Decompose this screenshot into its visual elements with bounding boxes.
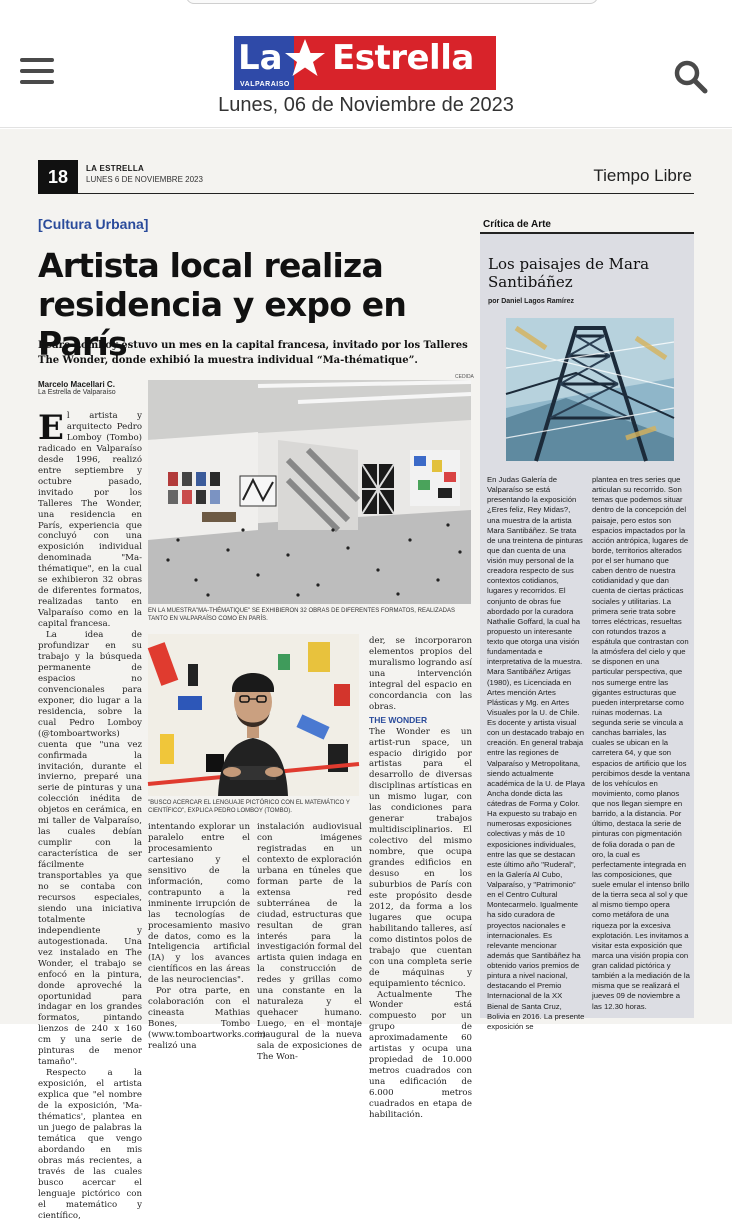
article-column-2 (148, 822, 266, 1052)
folio-paper-name: LA ESTRELLA (86, 164, 145, 173)
byline-name: Marcelo Macellari C. (38, 380, 115, 389)
article-paragraph: Actualmente The Wonder está compuesto por un grupo de aproximadamente 60 artistas y ocupa una propiedad de 10.000 metros cuadrados con una edificación de 6.000 metros cuadrados en etapa de habilitación. (369, 989, 472, 1120)
review-kicker: Crítica de Arte (483, 219, 551, 230)
logo-city: VALPARAISO (240, 81, 290, 88)
artist-portrait-photo (148, 634, 359, 796)
logo-text-estrella: Estrella (332, 38, 474, 78)
review-title: Los paisajes de Mara Santibáñez (488, 255, 650, 291)
article-column-4 (369, 636, 472, 1120)
art-review-sidebar (480, 219, 694, 1031)
page-number: 18 (38, 160, 78, 194)
star-icon (282, 36, 328, 80)
article-paragraph: instalación audiovisual con imágenes registradas en un contexto de exploración urbana en túneles que forman parte de la extensa red subterránea de la ciudad, estructuras que resultan de gran interés para la investigación formal del artista quien indaga en la construcción de redes y grillas como una constante en la naturaleza y el quehacer humano. Luego, en el montaje inaugural de la nueva sala de exposiciones de The Won- (257, 822, 363, 1063)
article-paragraph: l artista y arquitecto Pedro Lomboy (Tombo) radicado en Valparaíso desde 1996, realizó entre septiembre y octubre pasado, invitado por los Talleres The Wonder, una residencia en París, experiencia que concluyó con una exposición individual denominada "Ma-thématique", en la cual se exhibieron 32 obras de diferentes formatos, realizadas tanto en Valparaíso como en la capital francesa. (38, 411, 142, 630)
url-bar[interactable] (186, 0, 598, 4)
article-paragraph: intentando explorar un paralelo entre el procesamiento cartesiano y el sensitivo de la información, como contrapunto a la inminente irrupción de las tecnologías de procesamiento masivo de datos, como es la Inteligencia artificial (IA) y los avances científicos en las áreas de las neurociencias". (148, 822, 250, 986)
article-paragraph: La idea de profundizar en su trabajo y la búsqueda permanente de espacios no convencionales para exponer, dio lugar a la residencia, sobre la cual Pedro Lomboy (@tomboartworks) cuenta que "una vez confirmada la invitación, durante el invierno, preparé una serie de pinturas y una colección inédita de objetos en cerámica, en mi taller de Valparaíso, las cuales debían cumplir con la característica de ser fácilmente transportables ya que no se contaba con recursos especiales, siendo una iniciativa totalmente independiente y autogestionada. Una vez instalado en The Wonder, el trabajo se enfocó en la pintura, donde aproveché la oportunidad para indagar en los grandes formatos, pintando lienzos de 240 x 160 cm y una serie de pinturas de menor tamaño". (38, 630, 142, 1068)
review-column-2: plantea en tres series que articulan su recorrido. Son temas que podemos situar dentro de la concepción del paisaje, pero estos son espacios impactados por la acción antrópica, lugares de borde, territorios alterados por el ser humano que caben dentro de nuestra cotidianidad y que dan cuenta de ciertas prácticas sociales y utilitarias. La primera serie trata sobre torres eléctricas, resueltas con rotundos trazos a espátula que contrastan con la atmósfera del cielo y que se disponen en una particular perspectiva, que nos sumerge entre las gigantes estructuras que pueden interpretarse como ruinas modernas. La segunda serie se vincula a canchas barriales, las cuales se ubican en la carretera 64, y que son espacios de artificio que los percibimos desde la ventana de los vehículos en movimiento, como planos que nos llegan siempre en barrido, a la distancia. Por último, destaca la serie de pinturas con pigmentación de folia dorada o pan de oro, la cual es perfectamente integrada en las composiciones, que suele emular el intenso brillo de la tierra seca al sol y que al mismo tiempo opera como metáfora de una riqueza por la excesiva explotación. Les invitamos a visitar esta exposición que marca una visión propia con gran calidad pictórica y también a la mediación de la misma que se realizará el jueves 09 de noviembre a las 12.30 horas. (592, 475, 690, 1011)
app-header (0, 0, 732, 128)
article-headline: Artista local realiza residencia y expo en París (38, 246, 407, 363)
drop-cap: E (38, 408, 64, 448)
logo-text-la: La (238, 38, 283, 78)
photo-credit: CEDIDA (455, 374, 474, 380)
article-column-3 (257, 822, 363, 1063)
review-column-1: En Judas Galería de Valparaíso se está presentando la exposición ¿Eres feliz, Rey Midas?, una muestra de la artista Mara Santibáñez. Se trata de una treintena de pinturas que dan cuenta de una visión muy personal de la creadora respecto de sus contextos cotidianos, lugares y recorridos. El conjunto de obras fue abordado por la curadora Nathalie Goffard, la cual ha propuesto un interesante texto que otorga una visión fundamentada e interpretativa de la muestra. Mara Santibáñez Artigas (1980), es Licenciada en Artes mención Artes Plásticas y Mg. en Artes Visuales por la U. de Chile. Es docente y artista visual con un destacado trabajo en creación. En general trabaja entre las regiones de Valparaíso y Metropolitana, siendo actualmente académica de la U. de Playa Ancha donde dicta las cátedras de Forma y Color. Ha expuesto su trabajo en numerosas exposiciones colectivas y más de 10 exposiciones individuales, entre las que se destacan este último año "Ruderal", en la Galería Al Cubo, Valparaíso, y "Patrimonio" en el Centro Cultural Montecarmelo. Igualmente ha sido curadora de proyectos nacionales e internacionales. Es relevante mencionar además que Santibáñez ha obtenido varios premios de pintura a nivel nacional, destacando el Premio Internacional de la XX Bienal de Santa Cruz, Bolivia en 2016. La presente exposición se (487, 475, 585, 1031)
article-lede: Pedro Lomboy estuvo un mes en la capital francesa, invitado por los Talleres The Wonder, donde exhibió la muestra individual “Ma-thématique”. (38, 340, 468, 366)
review-author: por Daniel Lagos Ramírez (488, 298, 574, 305)
logo-subbar (234, 80, 496, 90)
portrait-caption: "BUSCO ACERCAR EL LENGUAJE PICTÓRICO CON EL MATEMÁTICO Y CIENTÍFICO", EXPLICA PEDRO LOMBOY (TOMBO). (148, 800, 350, 814)
photo-caption: EN LA MUESTRA"MA-THÉMATIQUE" SE EXHIBIERON 32 OBRAS DE DIFERENTES FORMATOS, REALIZADAS TANTO EN VALPARAÍSO COMO EN PARÍS. (148, 608, 455, 622)
review-rule (480, 232, 694, 234)
article-paragraph: The Wonder es un artist-run space, un espacio dirigido por artistas para el desarrollo de diversas disciplinas artísticas en un mismo lugar, con las condiciones para generar trabajos multidisciplinarios. El colectivo del mismo nombre, que ocupa grandes edificios en desuso en los suburbios de París con este propósito desde 2012, da forma a los lugares que ocupa habilitando talleres, así como distintos polos de trabajo que cuentan con una completa serie de máquinas y equipamiento técnico. (369, 726, 472, 989)
article-paragraph: der, se incorporaron elementos propios del muralismo logrando así una intervención integral del espacio en concordancia con las obras. (369, 636, 472, 712)
hamburger-menu-icon[interactable] (20, 58, 54, 86)
page-folio (38, 160, 694, 194)
article-paragraph: Por otra parte, en colaboración con el cineasta Mathias Bones, Tombo (www.tomboartworks.com) realizó una (148, 986, 266, 1052)
article-kicker: [Cultura Urbana] (38, 216, 149, 232)
gallery-photo (148, 380, 471, 604)
section-name: Tiempo Libre (593, 166, 692, 185)
newspaper-page[interactable] (0, 129, 732, 1221)
article-subhead: THE WONDER (369, 714, 428, 725)
edition-date: Lunes, 06 de Noviembre de 2023 (218, 94, 514, 116)
folio-date: LUNES 6 DE NOVIEMBRE 2023 (86, 175, 203, 184)
search-icon[interactable] (672, 58, 710, 96)
tower-painting-photo (506, 318, 674, 461)
article-paragraph: Respecto a la exposición, el artista explica que "el nombre de la exposición, 'Ma-thématics', plantea en un juego de palabras la temática que vengo abordando en mis obras más recientes, a través de las cuales busco acercar el lenguaje pictórico con el matemático y científico, (38, 1068, 142, 1221)
la-estrella-logo[interactable] (234, 36, 496, 92)
article-column-1 (38, 408, 142, 1221)
byline-org: La Estrella de Valparaíso (38, 389, 116, 396)
